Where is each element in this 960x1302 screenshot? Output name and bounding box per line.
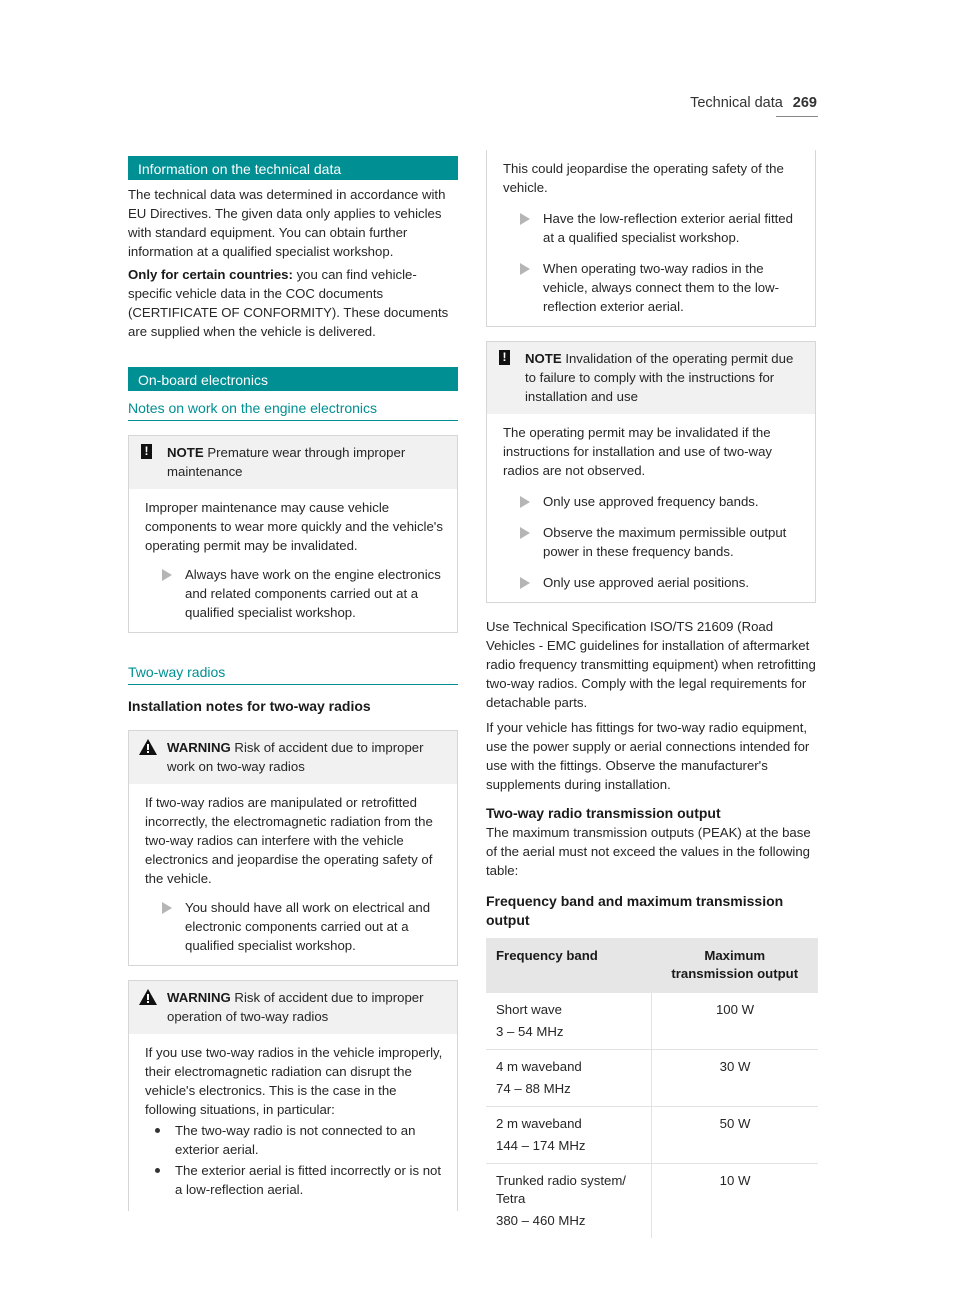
- band-cell: 2 m waveband 144 – 174 MHz: [486, 1107, 652, 1164]
- warning-text: If two-way radios are manipulated or retrofitted incorrectly, the electromagnetic radiation from the two-way radios can interfere with the vehicle electronics and jeopardise the operating safety of the vehicle.: [145, 795, 433, 886]
- countries-label: Only for certain countries:: [128, 267, 293, 282]
- note-box-permit: [486, 341, 816, 603]
- list-item: The two-way radio is not connected to an exterior aerial.: [145, 1121, 447, 1159]
- warning-head: [129, 981, 457, 1034]
- arrow-icon: [520, 577, 530, 589]
- bullet-dot: [155, 1168, 160, 1173]
- instruction-step: Have the low-reflection exterior aerial fitted at a qualified specialist workshop.: [503, 209, 805, 247]
- arrow-icon: [520, 263, 530, 275]
- right-column: [486, 150, 816, 1238]
- warning-head: [129, 731, 457, 784]
- note-box-maintenance: [128, 435, 458, 633]
- warning-label: WARNING: [167, 740, 231, 755]
- band-cell: 4 m waveband 74 – 88 MHz: [486, 1050, 652, 1107]
- exclamation-icon: !: [499, 350, 510, 365]
- header-rule: [776, 116, 818, 117]
- warning-title: Risk of accident due to improper work on two-way radios: [167, 740, 424, 774]
- warning-body: [487, 150, 815, 326]
- note-title: Invalidation of the operating permit due to failure to comply with the instructions for installation and use: [525, 351, 794, 404]
- install-heading: Installation notes for two-way radios: [128, 698, 371, 714]
- arrow-icon: [520, 496, 530, 508]
- bullet-dot: [155, 1128, 160, 1133]
- instruction-step: [145, 898, 447, 955]
- output-cell: 10 W: [719, 1173, 751, 1188]
- warning-label: WARNING: [167, 990, 231, 1005]
- arrow-icon: [162, 902, 172, 914]
- arrow-icon: [520, 213, 530, 225]
- instruction-step: Only use approved aerial positions.: [503, 573, 805, 592]
- page-header: [690, 94, 817, 113]
- section-bar-electronics: On-board electronics: [128, 367, 458, 391]
- table-heading: Frequency band and maximum transmission output: [486, 893, 784, 928]
- engine-subtitle: Notes on work on the engine electronics: [128, 399, 458, 421]
- note-body: [129, 489, 457, 632]
- table-row: [486, 1164, 818, 1239]
- warning-body: [129, 1034, 457, 1211]
- warning-triangle-icon: [139, 989, 157, 1005]
- info-paragraph: The technical data was determined in accordance with EU Directives. The given data only applies to vehicles with standard equipment. You can obtain further information at a qualified specialist workshop.: [128, 187, 446, 259]
- band-cell: Trunked radio system/ Tetra 380 – 460 MHz: [486, 1164, 652, 1239]
- table-row: [486, 993, 818, 1050]
- step-text: You should have all work on electrical and electronic components carried out at a qualified specialist workshop.: [185, 900, 431, 953]
- countries-paragraph: [128, 265, 458, 341]
- table-row: [486, 1050, 818, 1107]
- output-cell: 30 W: [652, 1050, 819, 1107]
- instruction-step: Only use approved frequency bands.: [503, 492, 805, 511]
- warning-body: [129, 784, 457, 965]
- band-cell: Short wave 3 – 54 MHz: [486, 993, 652, 1050]
- note-title: Premature wear through improper maintenance: [167, 445, 406, 479]
- countries-text: you can find vehicle-specific vehicle data in the COC documents (CERTIFICATE OF CONFORMITY). These documents are supplied when the vehicle is delivered.: [128, 267, 449, 339]
- section-bar-information: Information on the technical data: [128, 156, 458, 180]
- output-paragraph: The maximum transmission outputs (PEAK) at the base of the aerial must not exceed the values in the following table:: [486, 825, 811, 878]
- instruction-step: [145, 565, 447, 622]
- left-column: [128, 156, 458, 1211]
- instruction-step: Observe the maximum permissible output power in these frequency bands.: [503, 523, 805, 561]
- arrow-icon: [520, 527, 530, 539]
- page-number: 269: [792, 95, 817, 111]
- output-heading: Two-way radio transmission output: [486, 805, 721, 821]
- note-head: [487, 342, 815, 414]
- column-header-band: Frequency band: [486, 938, 652, 993]
- note-head: [129, 436, 457, 489]
- instruction-step: When operating two-way radios in the vehicle, always connect them to the low-reflection exterior aerial.: [503, 259, 805, 316]
- note-text: The operating permit may be invalidated if the instructions for installation and use of two-way radios are not observed.: [503, 425, 773, 478]
- fittings-paragraph: If your vehicle has fittings for two-way radio equipment, use the power supply or aerial connections intended for use with the fittings. Observe the manufacturer's supplements during installation.: [486, 720, 810, 792]
- frequency-table: [486, 938, 818, 1238]
- warning-box-work: [128, 730, 458, 966]
- warning-title: Risk of accident due to improper operation of two-way radios: [167, 990, 424, 1024]
- note-label: NOTE: [167, 445, 204, 460]
- table-header-row: [486, 938, 818, 993]
- table-row: [486, 1107, 818, 1164]
- warning-box-operation: [128, 980, 458, 1211]
- output-cell: 50 W: [652, 1107, 819, 1164]
- step-text: Always have work on the engine electronics and related components carried out at a qualified specialist workshop.: [185, 567, 441, 620]
- column-header-output: Maximum transmission output: [652, 938, 819, 993]
- arrow-icon: [162, 569, 172, 581]
- warning-text: This could jeopardise the operating safety of the vehicle.: [503, 161, 784, 195]
- iso-paragraph: Use Technical Specification ISO/TS 21609 (Road Vehicles - EMC guidelines for installation of aftermarket radio frequency transmitting equipment) when retrofitting two-way radios. Comply with the legal requirements for detachable parts.: [486, 619, 816, 710]
- section-title: Technical data: [690, 95, 783, 111]
- warning-triangle-icon: [139, 739, 157, 755]
- radios-subtitle: Two-way radios: [128, 663, 458, 685]
- output-cell: 100 W: [652, 993, 819, 1050]
- note-text: Improper maintenance may cause vehicle components to wear more quickly and the vehicle's operating permit may be invalidated.: [145, 500, 443, 553]
- note-body: [487, 414, 815, 602]
- list-item: The exterior aerial is fitted incorrectly or is not a low-reflection aerial.: [145, 1161, 447, 1199]
- note-label: NOTE: [525, 351, 562, 366]
- exclamation-icon: !: [141, 444, 152, 459]
- warning-box-continued: [486, 150, 816, 327]
- warning-text: If you use two-way radios in the vehicle improperly, their electromagnetic radiation can disrupt the vehicle's electronics. This is the case in the following situations, in particular:: [145, 1045, 443, 1117]
